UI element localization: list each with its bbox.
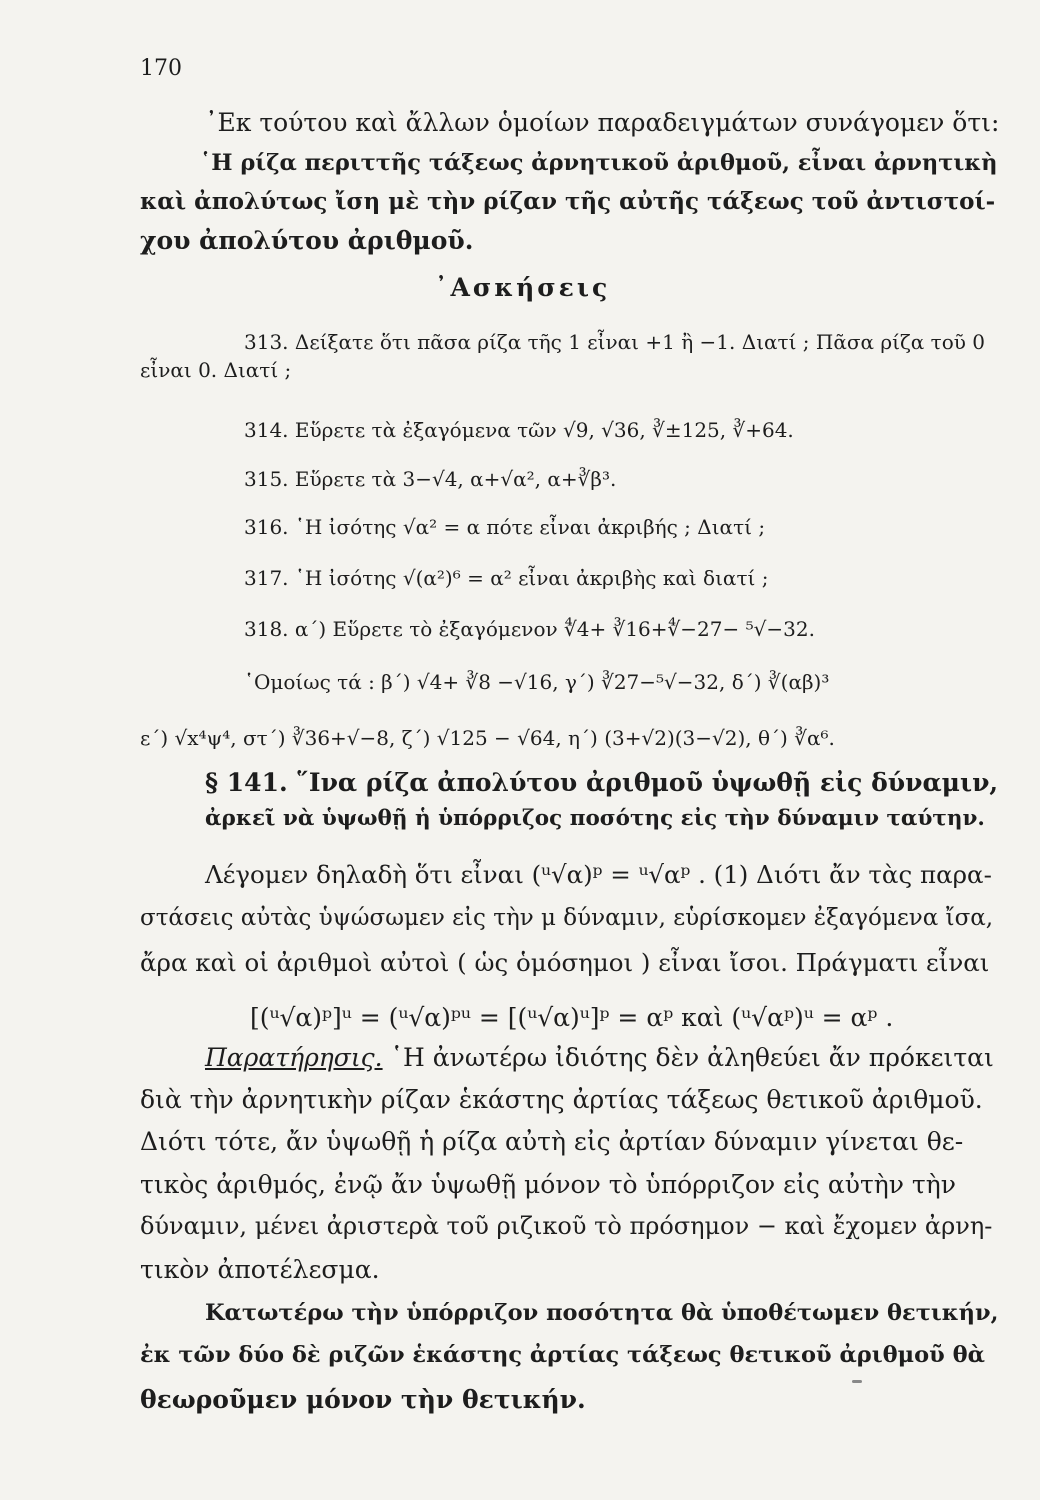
remark-line: δύναμιν, μένει ἀριστερὰ τοῦ ριζικοῦ τὸ πρόσημον − καὶ ἔχομεν ἀρνη-	[140, 1212, 993, 1240]
section-title: § 141. ῞Ινα ρίζα ἀπολύτου ἀριθμοῦ ὑψωθῇ εἰς δύναμιν,	[205, 768, 999, 797]
theorem-line: ῾Η ρίζα περιττῆς τάξεως ἀρνητικοῦ ἀριθμοῦ, εἶναι ἀρνητικὴ	[200, 150, 998, 176]
remark-line: τικὸς ἀριθμός, ἐνῷ ἄν ὑψωθῇ μόνον τὸ ὑπόρριζον εἰς αὐτὴν τὴν	[140, 1170, 956, 1199]
theorem-line: καὶ ἀπολύτως ἴση μὲ τὴν ρίζαν τῆς αὐτῆς τάξεως τοῦ ἀντιστοί-	[140, 188, 996, 215]
remark-line: Διότι τότε, ἄν ὑψωθῇ ἡ ρίζα αὐτὴ εἰς ἀρτίαν δύναμιν γίνεται θε-	[140, 1127, 964, 1156]
remark-line: τικὸν ἀποτέλεσμα.	[140, 1255, 380, 1284]
remark-label: Παρατήρησις.	[205, 1043, 383, 1072]
exercise-318: 318. α΄) Εὕρετε τὸ ἐξαγόμενον ∜4+ ∛16+∜−27− ⁵√−32.	[244, 617, 815, 641]
remark-line: διὰ τὴν ἀρνητικὴν ρίζαν ἑκάστης ἀρτίας τάξεως θετικοῦ ἀριθμοῦ.	[140, 1085, 983, 1114]
exercise-317: 317. ῾Η ἰσότης √(α²)⁶ = α² εἶναι ἀκριβὴς καὶ διατί ;	[244, 566, 769, 590]
exercise-315: 315. Εὕρετε τὰ 3−√4, α+√α², α+∛β³.	[244, 467, 617, 491]
page-number: 170	[140, 56, 182, 81]
exercises-heading: ᾿Ασκήσεις	[435, 273, 611, 302]
intro-text: ᾿Εκ τούτου καὶ ἄλλων ὁμοίων παραδειγμάτων συνάγομεν ὅτι:	[205, 108, 1000, 137]
exercise-314: 314. Εὕρετε τὰ ἐξαγόμενα τῶν √9, √36, ∛±125, ∛+64.	[244, 418, 794, 442]
conclusion-line: Κατωτέρω τὴν ὑπόρριζον ποσότητα θὰ ὑποθέτωμεν θετικήν,	[205, 1300, 999, 1326]
exercise-313: 313. Δείξατε ὅτι πᾶσα ρίζα τῆς 1 εἶναι +1 ἢ −1. Διατί ; Πᾶσα ρίζα τοῦ 0	[244, 330, 986, 354]
remark-line	[205, 1043, 994, 1072]
conclusion-line: θεωροῦμεν μόνον τὴν θετικήν.	[140, 1385, 586, 1414]
body-line: Λέγομεν δηλαδὴ ὅτι εἶναι (ᵘ√α)ᵖ = ᵘ√αᵖ . (1) Διότι ἄν τὰς παρα-	[205, 860, 992, 889]
ink-speck	[852, 1380, 862, 1383]
exercise-316: 316. ῾Η ἰσότης √α² = α πότε εἶναι ἀκριβής ; Διατί ;	[244, 515, 766, 539]
power-formula: [(ᵘ√α)ᵖ]ᵘ = (ᵘ√α)ᵖᵘ = [(ᵘ√α)ᵘ]ᵖ = αᵖ καὶ (ᵘ√αᵖ)ᵘ = αᵖ .	[250, 1003, 894, 1032]
theorem-line: χου ἀπολύτου ἀριθμοῦ.	[140, 226, 474, 255]
remark-text: ῾Η ἀνωτέρω ἰδιότης δὲν ἀληθεύει ἄν πρόκειται	[382, 1043, 994, 1072]
exercise-318-more: ε΄) √x⁴ψ⁴, στ΄) ∛36+√−8, ζ΄) √125 − √64, η΄) (3+√2)(3−√2), θ΄) ∛α⁶.	[140, 726, 835, 750]
exercise-313-cont: εἶναι 0. Διατί ;	[140, 358, 292, 382]
section-title-cont: ἀρκεῖ νὰ ὑψωθῇ ἡ ὑπόρριζος ποσότης εἰς τὴν δύναμιν ταύτην.	[205, 806, 985, 831]
body-line: ἄρα καὶ οἱ ἀριθμοὶ αὐτοὶ ( ὡς ὁμόσημοι ) εἶναι ἴσοι. Πράγματι εἶναι	[140, 948, 990, 977]
body-line: στάσεις αὐτὰς ὑψώσωμεν εἰς τὴν μ δύναμιν, εὑρίσκομεν ἐξαγόμενα ἴσα,	[140, 905, 994, 931]
conclusion-line: ἐκ τῶν δύο δὲ ριζῶν ἑκάστης ἀρτίας τάξεως θετικοῦ ἀριθμοῦ θὰ	[140, 1342, 985, 1368]
exercise-318-similar: ῾Ομοίως τά : β΄) √4+ ∛8 −√16, γ΄) ∛27−⁵√−32, δ΄) ∛(αβ)³	[244, 670, 830, 694]
